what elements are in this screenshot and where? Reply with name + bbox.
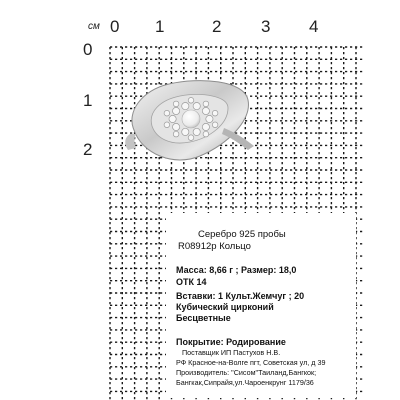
zirconia-stone bbox=[164, 110, 170, 116]
inserts-line-2: Кубический цирконий bbox=[176, 302, 274, 312]
zirconia-stone bbox=[203, 131, 209, 137]
supplier-line-2: РФ Красное-на-Волге пгт, Советская ул, д 39 bbox=[176, 358, 326, 367]
weight-size-line: Масса: 8,66 г ; Размер: 18,0 bbox=[176, 265, 297, 275]
y-tick-label-1: 0 bbox=[83, 40, 93, 59]
y-tick-label-3: 2 bbox=[83, 140, 93, 159]
x-tick-label-1: 0 bbox=[110, 17, 120, 36]
y-tick-label-2: 1 bbox=[83, 91, 93, 110]
zirconia-stone bbox=[188, 98, 194, 104]
zirconia-stone bbox=[182, 128, 189, 135]
zirconia-stone bbox=[202, 123, 209, 130]
supplier-line-4: Бангкак,Сипрайя,ул.Чароенкрунг 1179/36 bbox=[176, 378, 314, 387]
zirconia-stone bbox=[182, 103, 189, 110]
metal-line: Серебро 925 пробы bbox=[198, 229, 286, 240]
zirconia-stone bbox=[188, 135, 194, 141]
otk-line: ОТК 14 bbox=[176, 277, 207, 287]
zirconia-stone bbox=[173, 107, 180, 114]
zirconia-stone bbox=[212, 110, 218, 116]
zirconia-stone bbox=[193, 128, 200, 135]
zirconia-stone bbox=[173, 131, 179, 137]
product-label bbox=[166, 213, 356, 398]
sku-line: R08912p Кольцо bbox=[178, 241, 251, 252]
x-tick-label-4: 3 bbox=[261, 17, 271, 36]
zirconia-stone bbox=[173, 123, 180, 130]
zirconia-stone bbox=[193, 103, 200, 110]
x-tick-label-3: 2 bbox=[212, 17, 222, 36]
supplier-line-3: Производитель: "Сисом"Таиланд,Бангкок; bbox=[176, 368, 317, 377]
zirconia-stone bbox=[173, 101, 179, 107]
zirconia-stone bbox=[202, 107, 209, 114]
zirconia-stone bbox=[206, 115, 213, 122]
inserts-line-3: Бесцветные bbox=[176, 313, 231, 323]
supplier-line-1: Поставщик ИП Пастухов Н.В. bbox=[182, 348, 281, 357]
zirconia-stone bbox=[164, 122, 170, 128]
ring-photo bbox=[124, 72, 254, 172]
zirconia-stone bbox=[169, 115, 176, 122]
coating-line: Покрытие: Родирование bbox=[176, 337, 286, 347]
unit-label: см bbox=[88, 21, 100, 32]
zirconia-stone bbox=[203, 101, 209, 107]
x-tick-label-2: 1 bbox=[155, 17, 165, 36]
x-tick-label-5: 4 bbox=[309, 17, 319, 36]
zirconia-stone bbox=[212, 122, 218, 128]
inserts-line-1: Вставки: 1 Культ.Жемчуг ; 20 bbox=[176, 291, 305, 301]
